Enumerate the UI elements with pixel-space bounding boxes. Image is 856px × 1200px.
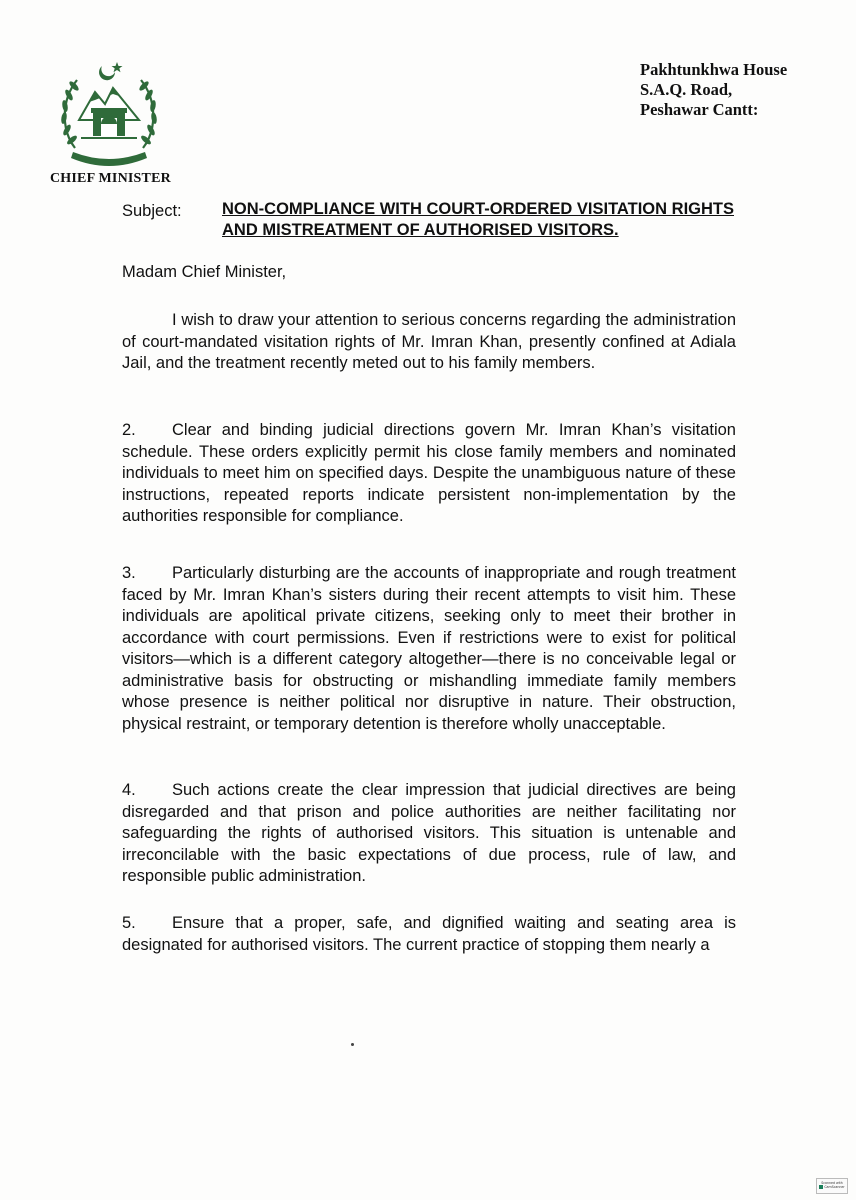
address-line-3: Peshawar Cantt: (640, 100, 759, 119)
paragraph-3-number: 3. (122, 564, 136, 582)
paragraph-5 (122, 913, 736, 956)
camscanner-badge (816, 1178, 848, 1194)
paragraph-5-number: 5. (122, 914, 136, 932)
paragraph-2-number: 2. (122, 421, 136, 439)
paragraph-1 (122, 310, 736, 375)
paragraph-3 (122, 563, 736, 735)
subject-text: NON-COMPLIANCE WITH COURT-ORDERED VISITATION RIGHTS AND MISTREATMENT OF AUTHORISED VISITORS. (222, 200, 734, 239)
stray-mark (351, 1043, 354, 1046)
scanner-badge-line-1: Scanned with (821, 1181, 843, 1185)
paragraph-4-text: Such actions create the clear impression that judicial directives are being disregarded and that prison and police authorities are neither facilitating nor safeguarding the rights of authorised visitors. This situation is untenable and irreconcilable with the basic expectations of due process, rule of law, and responsible public administration. (122, 781, 736, 885)
address-line-2: S.A.Q. Road, (640, 80, 733, 99)
address-line-1: Pakhtunkhwa House (640, 60, 788, 79)
paragraph-4-number: 4. (122, 781, 136, 799)
paragraph-2-text: Clear and binding judicial directions govern Mr. Imran Khan’s visitation schedule. These orders explicitly permit his close family members and nominated individuals to meet him on specified days. Despite the unambiguous nature of these instructions, repeated reports indicate persistent non-implementation by the authorities responsible for compliance. (122, 421, 736, 525)
paragraph-4 (122, 780, 736, 888)
camscanner-logo-icon (819, 1185, 823, 1189)
paragraph-1-text: I wish to draw your attention to serious concerns regarding the administration of court-mandated visitation rights of Mr. Imran Khan, presently confined at Adiala Jail, and the treatment recently meted out to his family members. (122, 311, 736, 372)
paragraph-3-text: Particularly disturbing are the accounts of inappropriate and rough treatment faced by Mr. Imran Khan’s sisters during their recent attempts to visit him. These individuals are apolitical private citizens, seeking only to meet their brother in accordance with court permissions. Even if restrictions were to exist for political visitors—which is a different category altogether—there is no conceivable legal or administrative basis for obstructing or mishandling immediate family members whose presence is neither political nor disruptive in nature. Their obstruction, physical restraint, or temporary detention is therefore wholly unacceptable. (122, 564, 736, 733)
paragraph-2 (122, 420, 736, 528)
designation-chief-minister: CHIEF MINISTER (50, 171, 171, 186)
kp-government-emblem-icon (55, 58, 163, 170)
salutation: Madam Chief Minister, (122, 263, 287, 281)
subject-label: Subject: (122, 202, 182, 220)
paragraph-5-text: Ensure that a proper, safe, and dignified waiting and seating area is designated for authorised visitors. The current practice of stopping them nearly a (122, 914, 736, 954)
sender-address (640, 60, 787, 120)
scanner-badge-line-2-row (817, 1185, 847, 1189)
scanner-badge-line-2: CamScanner (824, 1185, 845, 1189)
